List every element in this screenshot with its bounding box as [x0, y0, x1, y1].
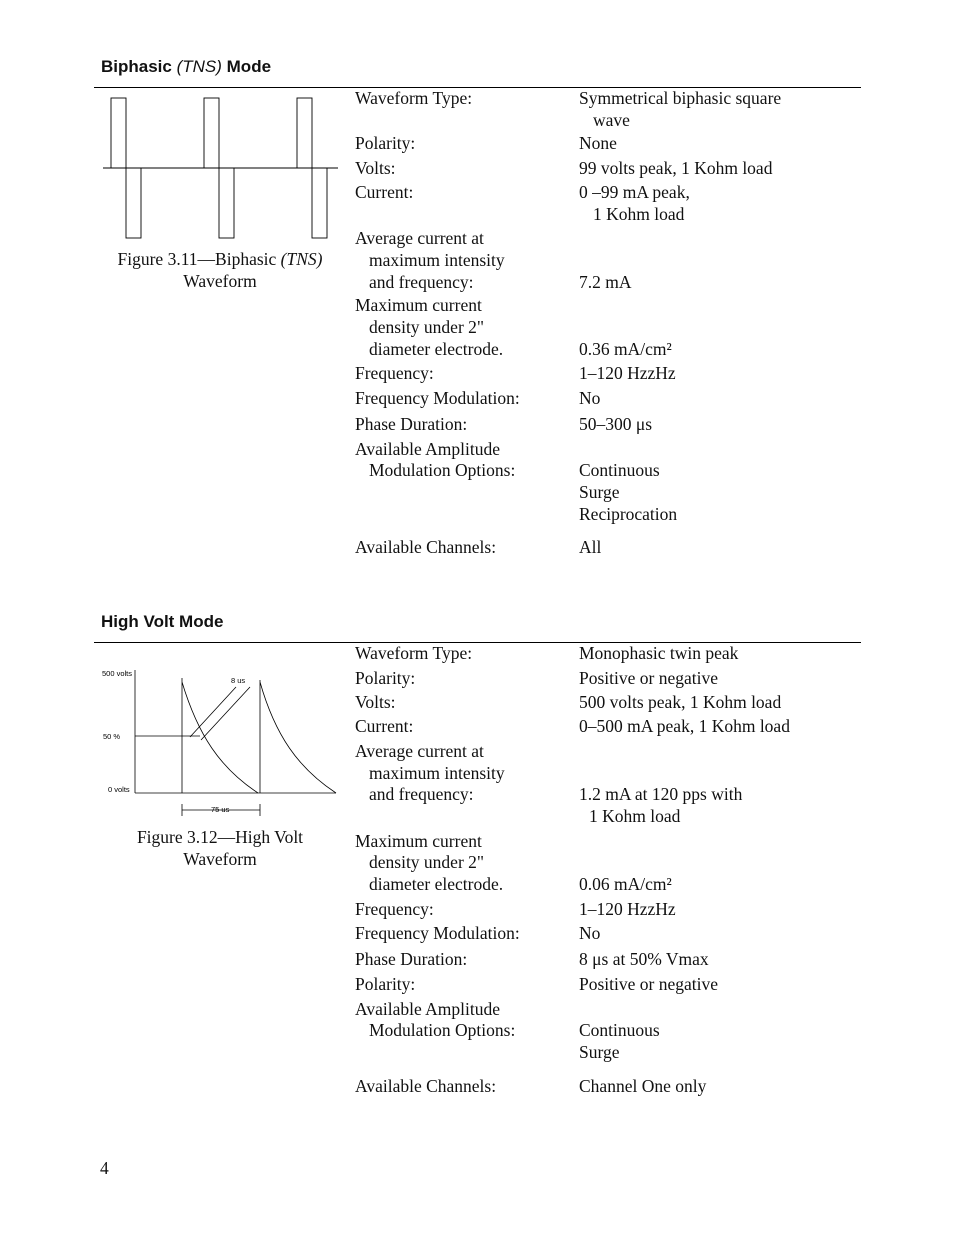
highvolt-label-0-volts: 0 volts — [108, 785, 130, 794]
biphasic-pulse-pos-2 — [204, 98, 219, 168]
highvolt-row-frequency-modulation: Frequency Modulation: No — [355, 923, 601, 944]
highvolt-spec-table — [355, 643, 855, 1097]
biphasic-pulse-neg-2 — [219, 168, 234, 238]
highvolt-row-phase-duration: Phase Duration: 8 μs at 50% Vmax — [355, 949, 709, 970]
biphasic-heading: Biphasic (TNS) Mode — [101, 57, 272, 76]
biphasic-row-polarity: Polarity: None — [355, 133, 617, 154]
page-number: 4 — [100, 1158, 109, 1178]
highvolt-row-max-current-density: Maximum current density under 2" diameter electrode. 0.06 mA/cm² — [355, 830, 672, 895]
biphasic-spec-table — [355, 88, 855, 559]
highvolt-8us-pointer-2 — [201, 687, 250, 740]
highvolt-8us-pointer-1 — [190, 687, 236, 737]
biphasic-pulse-neg-1 — [126, 168, 141, 238]
highvolt-waveform-figure — [100, 660, 340, 820]
highvolt-heading: High Volt Mode — [101, 612, 224, 631]
biphasic-row-phase-duration: Phase Duration: 50–300 μs — [355, 413, 653, 434]
highvolt-row-available-channels: Available Channels: Channel One only — [355, 1075, 707, 1096]
biphasic-row-available-channels: Available Channels: All — [355, 537, 602, 558]
highvolt-row-polarity: Polarity: Positive or negative — [355, 667, 719, 688]
biphasic-pulse-neg-3 — [312, 168, 327, 238]
highvolt-pulse-2 — [260, 680, 336, 793]
highvolt-row-average-current: Average current at maximum intensity and frequency: 1.2 mA at 120 pps with 1 Kohm load — [355, 740, 743, 826]
highvolt-row-volts: Volts: 500 volts peak, 1 Kohm load — [355, 692, 782, 713]
biphasic-row-average-current: Average current at maximum intensity and frequency: 7.2 mA — [355, 228, 632, 292]
biphasic-row-amplitude-modulation: Available Amplitude Modulation Options: Continuous Surge Reciprocation — [355, 438, 678, 524]
biphasic-row-max-current-density: Maximum current density under 2" diameter electrode. 0.36 mA/cm² — [355, 295, 672, 359]
highvolt-row-frequency: Frequency: 1–120 HzzHz — [355, 898, 676, 919]
highvolt-row-amplitude-modulation: Available Amplitude Modulation Options: Continuous Surge — [355, 998, 660, 1062]
highvolt-label-75-us: 75 us — [211, 805, 230, 814]
biphasic-row-frequency: Frequency: 1–120 HzzHz — [355, 363, 676, 384]
biphasic-waveform-figure — [100, 92, 340, 244]
biphasic-pulse-pos-3 — [297, 98, 312, 168]
highvolt-row-current: Current: 0–500 mA peak, 1 Kohm load — [355, 716, 790, 737]
highvolt-label-50-percent: 50 % — [103, 732, 121, 741]
highvolt-pulse-1 — [182, 678, 258, 793]
biphasic-row-current: Current: 0 –99 mA peak, 1 Kohm load — [355, 181, 690, 224]
highvolt-row-polarity-2: Polarity: Positive or negative — [355, 973, 719, 994]
biphasic-row-frequency-modulation: Frequency Modulation: No — [355, 388, 601, 409]
highvolt-label-8-us: 8 us — [231, 676, 246, 685]
highvolt-row-waveform-type: Waveform Type: Monophasic twin peak — [355, 643, 739, 663]
biphasic-row-waveform-type: Waveform Type: Symmetrical biphasic square wave — [355, 88, 782, 130]
biphasic-figure-caption: Figure 3.11—Biphasic (TNS) Waveform — [117, 249, 323, 291]
highvolt-figure-caption: Figure 3.12—High Volt Waveform — [136, 827, 304, 869]
biphasic-row-volts: Volts: 99 volts peak, 1 Kohm load — [355, 158, 773, 179]
highvolt-label-500-volts: 500 volts — [102, 669, 133, 678]
biphasic-pulse-pos-1 — [111, 98, 126, 168]
